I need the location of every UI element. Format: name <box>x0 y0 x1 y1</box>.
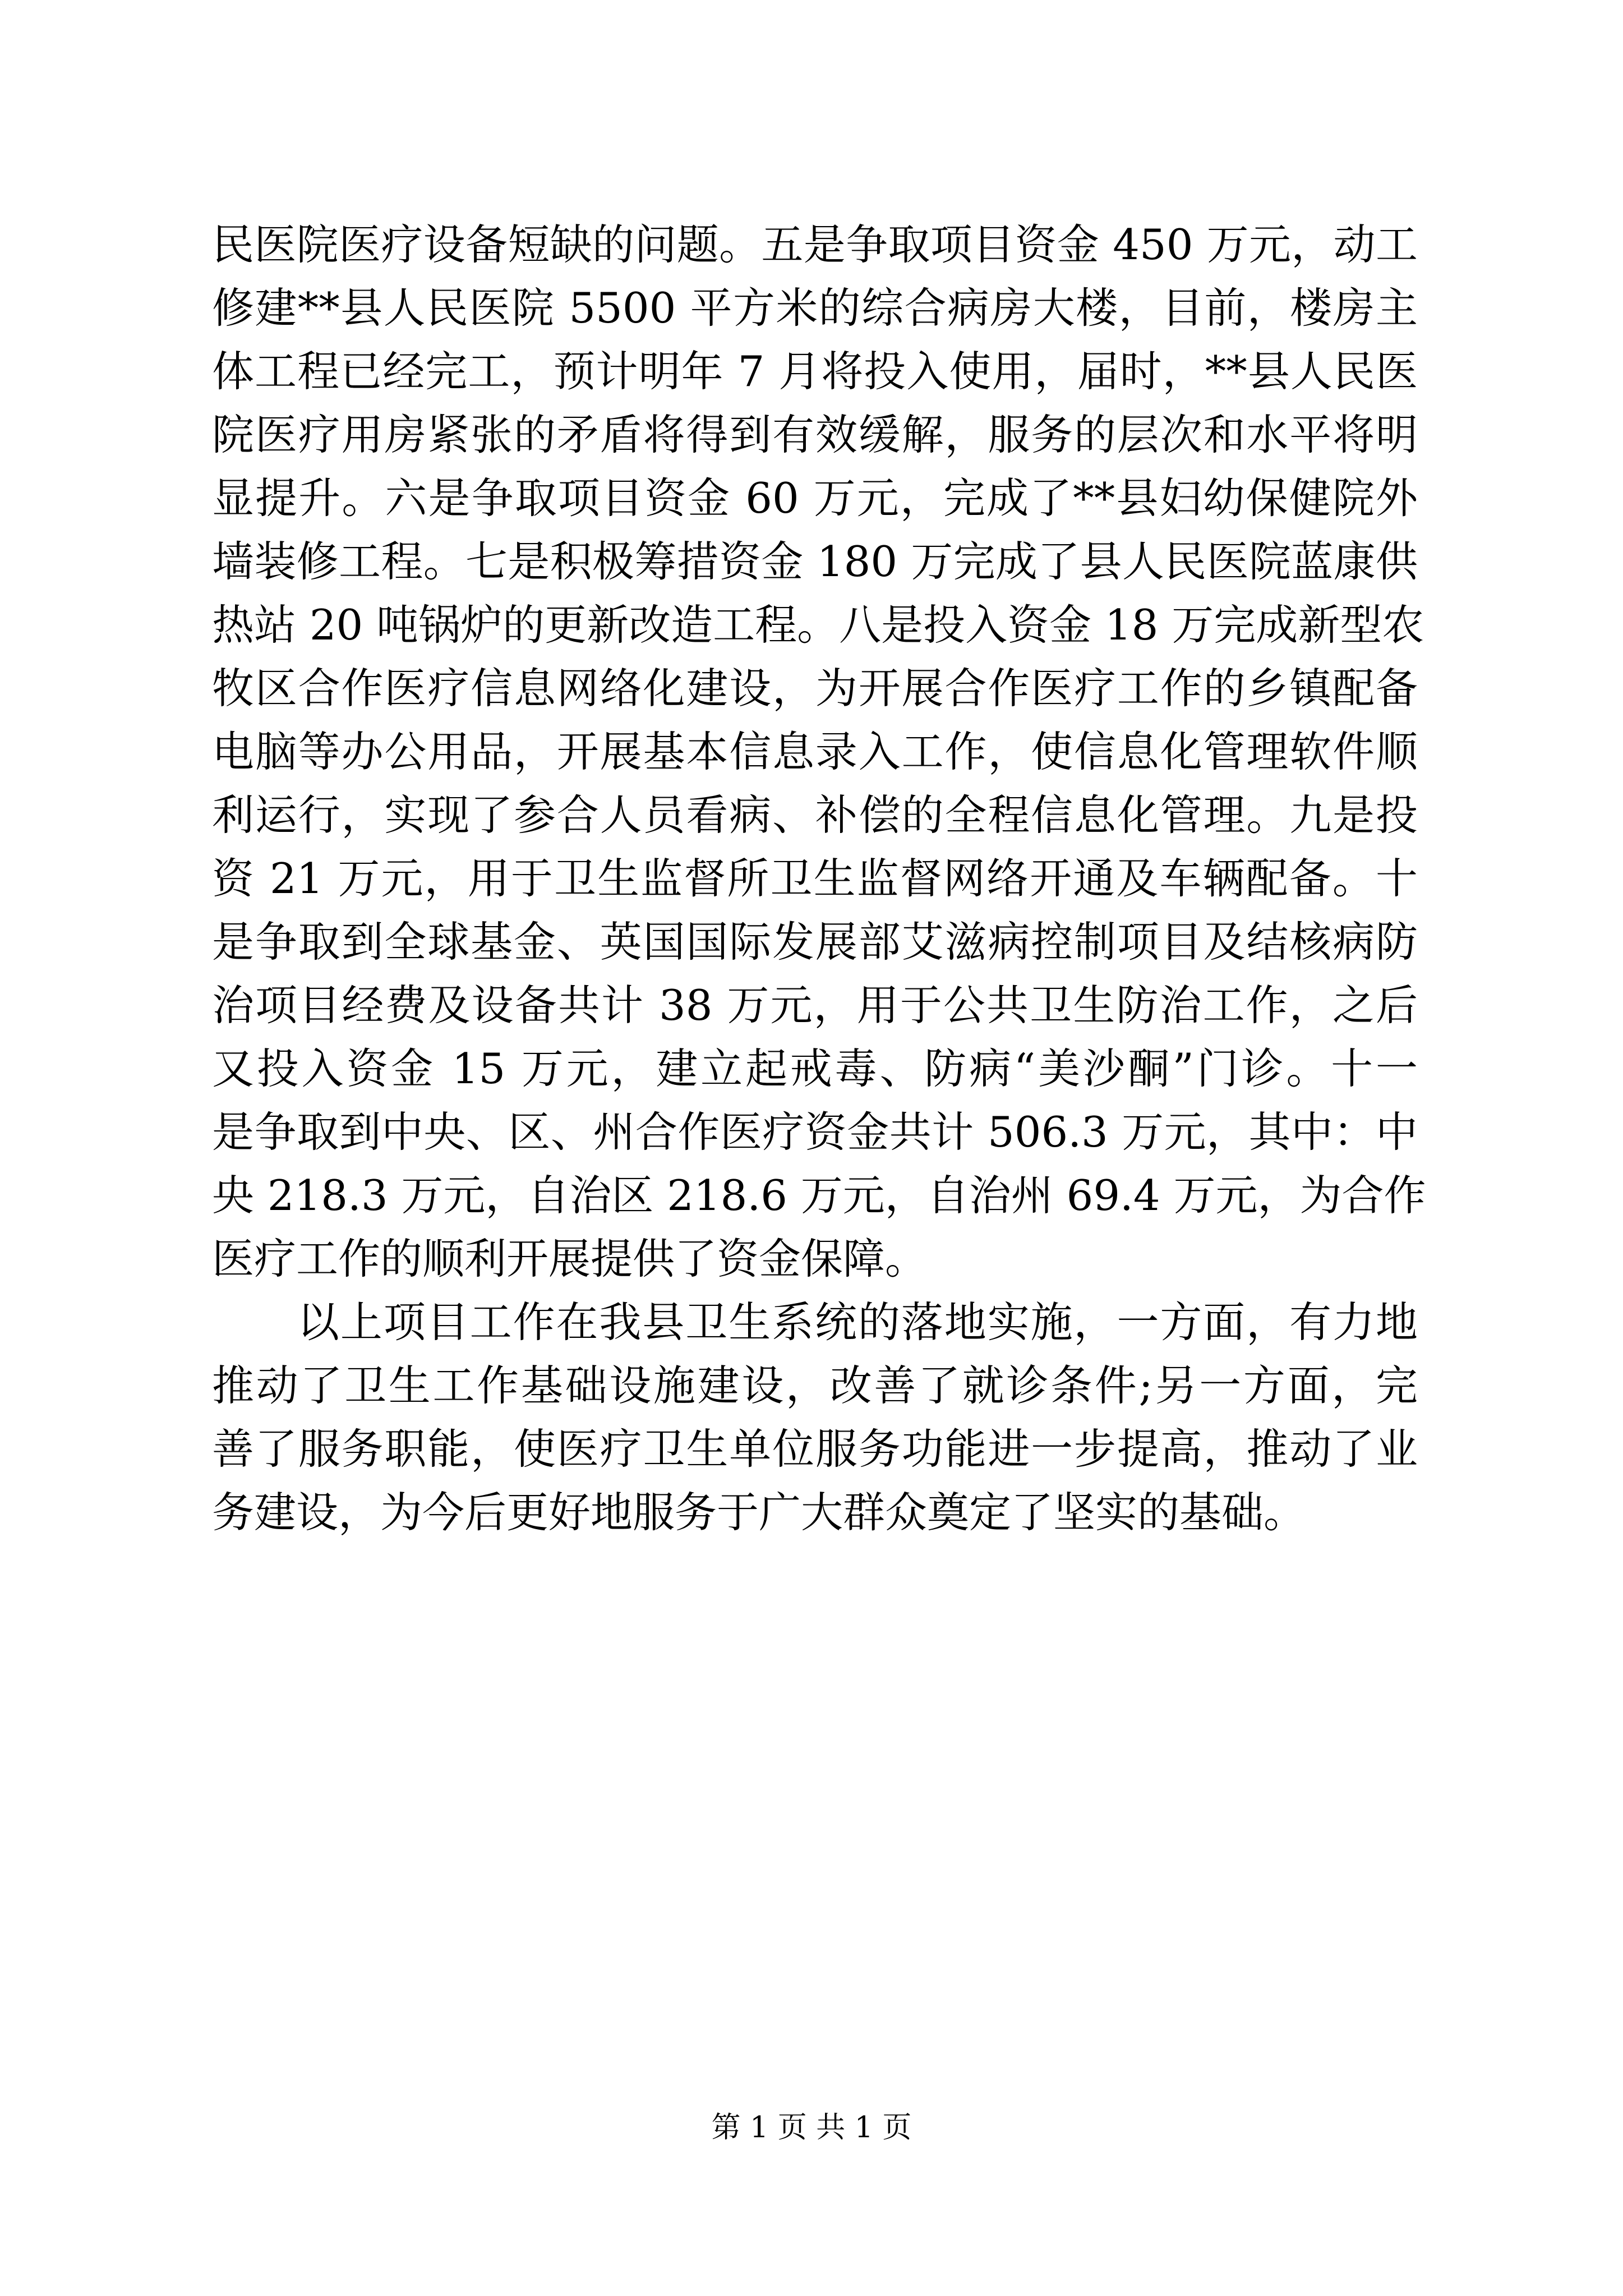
text-line: 民医院医疗设备短缺的问题。五是争取项目资金 450 万元，动工 <box>212 220 1418 269</box>
text-line: 显提升。六是争取项目资金 60 万元，完成了**县妇幼保健院外 <box>212 473 1418 523</box>
text-line: 墙装修工程。七是积极筹措资金 180 万完成了县人民医院蓝康供 <box>212 537 1418 586</box>
page-number: 第 1 页 共 1 页 <box>711 2111 912 2145</box>
document-body <box>212 213 1426 1544</box>
text-line: 是争取到中央、区、州合作医疗资金共计 506.3 万元，其中：中 <box>212 1107 1418 1157</box>
text-line: 又投入资金 15 万元，建立起戒毒、防病“美沙酮”门诊。十一 <box>212 1044 1418 1093</box>
page-footer <box>0 2108 1623 2147</box>
text-line: 利运行，实现了参合人员看病、补偿的全程信息化管理。九是投 <box>212 790 1418 840</box>
text-line: 善了服务职能，使医疗卫生单位服务功能进一步提高，推动了业 <box>212 1424 1418 1474</box>
text-line: 央 218.3 万元，自治区 218.6 万元，自治州 69.4 万元，为合作 <box>212 1171 1426 1220</box>
text-line: 医疗工作的顺利开展提供了资金保障。 <box>212 1234 928 1283</box>
text-line: 院医疗用房紧张的矛盾将得到有效缓解，服务的层次和水平将明 <box>212 410 1418 459</box>
text-line: 电脑等办公用品，开展基本信息录入工作，使信息化管理软件顺 <box>212 727 1418 776</box>
text-line: 治项目经费及设备共计 38 万元，用于公共卫生防治工作，之后 <box>212 981 1418 1030</box>
text-line: 务建设，为今后更好地服务于广大群众奠定了坚实的基础。 <box>212 1488 1306 1537</box>
paragraph-1 <box>212 213 1426 1291</box>
text-line: 资 21 万元，用于卫生监督所卫生监督网络开通及车辆配备。十 <box>212 854 1418 903</box>
text-line: 牧区合作医疗信息网络化建设，为开展合作医疗工作的乡镇配备 <box>212 664 1418 713</box>
paragraph-2 <box>212 1291 1418 1544</box>
text-line: 以上项目工作在我县卫生系统的落地实施，一方面，有力地 <box>297 1297 1418 1347</box>
text-line: 体工程已经完工，预计明年 7 月将投入使用，届时，**县人民医 <box>212 347 1418 396</box>
text-line: 修建**县人民医院 5500 平方米的综合病房大楼，目前，楼房主 <box>212 283 1418 333</box>
text-line: 是争取到全球基金、英国国际发展部艾滋病控制项目及结核病防 <box>212 917 1418 967</box>
text-line: 推动了卫生工作基础设施建设，改善了就诊条件;另一方面，完 <box>212 1361 1418 1410</box>
text-line: 热站 20 吨锅炉的更新改造工程。八是投入资金 18 万完成新型农 <box>212 600 1424 650</box>
